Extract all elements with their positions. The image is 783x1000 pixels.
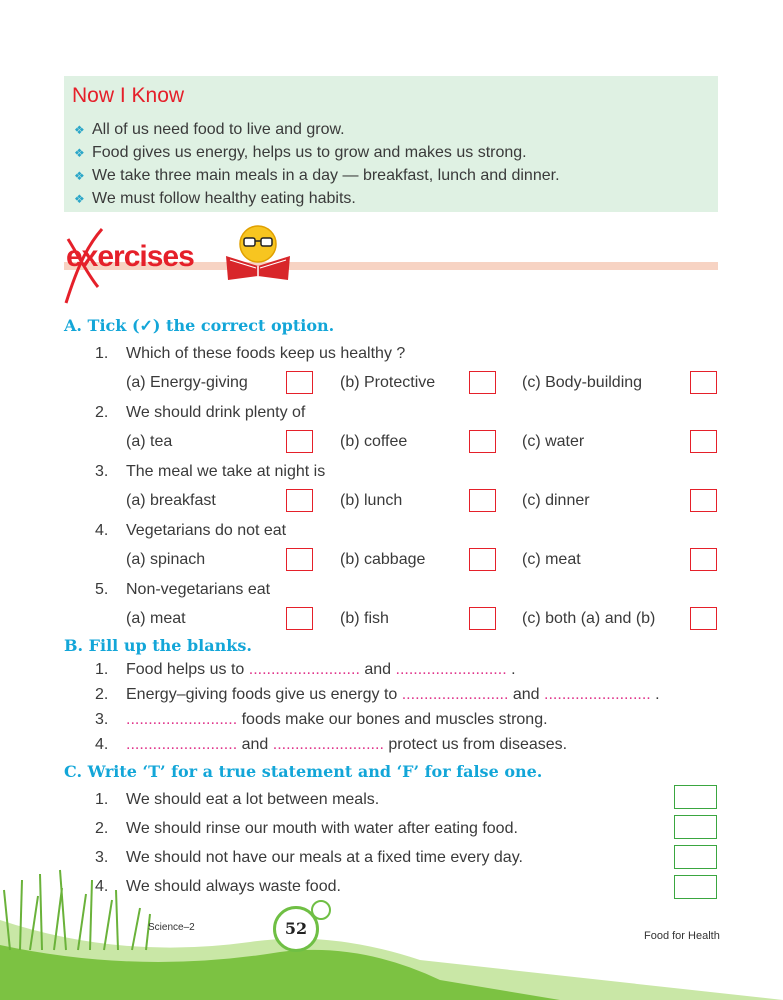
question-text: The meal we take at night is	[126, 463, 326, 480]
fill-blank-line: ......................... and ......................... protect us from diseases.	[126, 736, 568, 753]
tick-box-b[interactable]	[469, 489, 496, 512]
item-number: 1.	[95, 791, 109, 808]
tick-box-b[interactable]	[469, 371, 496, 394]
option-c: (c) meat	[522, 551, 581, 568]
tf-answer-box[interactable]	[674, 785, 717, 809]
option-b: (b) lunch	[340, 492, 403, 509]
question-text: Non-vegetarians eat	[126, 581, 271, 598]
question-number: 2.	[95, 404, 109, 421]
tick-box-a[interactable]	[286, 607, 313, 630]
option-a: (a) Energy-giving	[126, 374, 248, 391]
list-item: ❖ All of us need food to live and grow.	[74, 118, 560, 141]
tick-box-c[interactable]	[690, 489, 717, 512]
diamond-bullet-icon: ❖	[74, 123, 85, 137]
statement-text: We should rinse our mouth with water after eating food.	[126, 820, 518, 837]
chapter-title: Food for Health	[644, 930, 720, 942]
diamond-bullet-icon: ❖	[74, 169, 85, 183]
fill-blank-line: Energy–giving foods give us energy to ........................ and ........................ .	[126, 686, 660, 703]
option-b: (b) fish	[340, 610, 389, 627]
option-b: (b) cabbage	[340, 551, 426, 568]
list-item: ❖ We take three main meals in a day — breakfast, lunch and dinner.	[74, 164, 560, 187]
tick-box-b[interactable]	[469, 607, 496, 630]
option-c: (c) water	[522, 433, 585, 450]
statement-text: We should always waste food.	[126, 878, 341, 895]
section-a-heading: A. Tick (✓) the correct option.	[64, 316, 335, 335]
list-item: ❖ Food gives us energy, helps us to grow and makes us strong.	[74, 141, 560, 164]
item-number: 2.	[95, 820, 109, 837]
now-i-know-list	[74, 118, 560, 210]
blank-field[interactable]: .........................	[126, 711, 238, 728]
option-c: (c) dinner	[522, 492, 590, 509]
blank-field[interactable]: .........................	[126, 736, 238, 753]
now-i-know-title: Now I Know	[72, 84, 185, 107]
tick-box-a[interactable]	[286, 489, 313, 512]
question-number: 1.	[95, 345, 109, 362]
question-number: 3.	[95, 463, 109, 480]
tick-box-a[interactable]	[286, 371, 313, 394]
option-a: (a) tea	[126, 433, 173, 450]
tick-box-a[interactable]	[286, 430, 313, 453]
option-b: (b) Protective	[340, 374, 436, 391]
question-number: 5.	[95, 581, 109, 598]
item-number: 4.	[95, 878, 109, 895]
item-number: 3.	[95, 711, 109, 728]
tick-box-c[interactable]	[690, 371, 717, 394]
question-text: Vegetarians do not eat	[126, 522, 287, 539]
exercises-title: exercises	[66, 240, 194, 273]
fill-blank-line: ......................... foods make our bones and muscles strong.	[126, 711, 548, 728]
item-number: 3.	[95, 849, 109, 866]
fill-blank-line: Food helps us to ......................... and ......................... .	[126, 661, 516, 678]
statement-text: We should eat a lot between meals.	[126, 791, 380, 808]
tick-box-a[interactable]	[286, 548, 313, 571]
item-number: 2.	[95, 686, 109, 703]
tick-box-c[interactable]	[690, 548, 717, 571]
tick-box-c[interactable]	[690, 607, 717, 630]
section-b-heading: B. Fill up the blanks.	[64, 636, 252, 655]
list-item: ❖ We must follow healthy eating habits.	[74, 187, 560, 210]
reading-smiley-icon	[222, 222, 294, 282]
question-number: 4.	[95, 522, 109, 539]
diamond-bullet-icon: ❖	[74, 192, 85, 206]
now-i-know-box	[64, 76, 718, 212]
tick-box-b[interactable]	[469, 548, 496, 571]
question-text: We should drink plenty of	[126, 404, 306, 421]
diamond-bullet-icon: ❖	[74, 146, 85, 160]
section-c-heading: C. Write ‘T’ for a true statement and ‘F’ for false one.	[64, 762, 543, 781]
blank-field[interactable]: .........................	[395, 661, 507, 678]
blank-field[interactable]: ........................	[544, 686, 651, 703]
option-c: (c) both (a) and (b)	[522, 610, 656, 627]
option-a: (a) meat	[126, 610, 186, 627]
page-number: 52	[273, 906, 319, 952]
option-a: (a) spinach	[126, 551, 206, 568]
question-text: Which of these foods keep us healthy ?	[126, 345, 406, 362]
option-b: (b) coffee	[340, 433, 408, 450]
blank-field[interactable]: ........................	[401, 686, 509, 703]
item-number: 1.	[95, 661, 109, 678]
tick-box-c[interactable]	[690, 430, 717, 453]
blank-field[interactable]: .........................	[272, 736, 384, 753]
item-number: 4.	[95, 736, 109, 753]
book-title: Science–2	[148, 922, 195, 933]
tick-box-b[interactable]	[469, 430, 496, 453]
tf-answer-box[interactable]	[674, 815, 717, 839]
grass-footer-icon	[0, 850, 783, 1000]
option-a: (a) breakfast	[126, 492, 216, 509]
option-c: (c) Body-building	[522, 374, 643, 391]
statement-text: We should not have our meals at a fixed time every day.	[126, 849, 523, 866]
blank-field[interactable]: .........................	[248, 661, 360, 678]
